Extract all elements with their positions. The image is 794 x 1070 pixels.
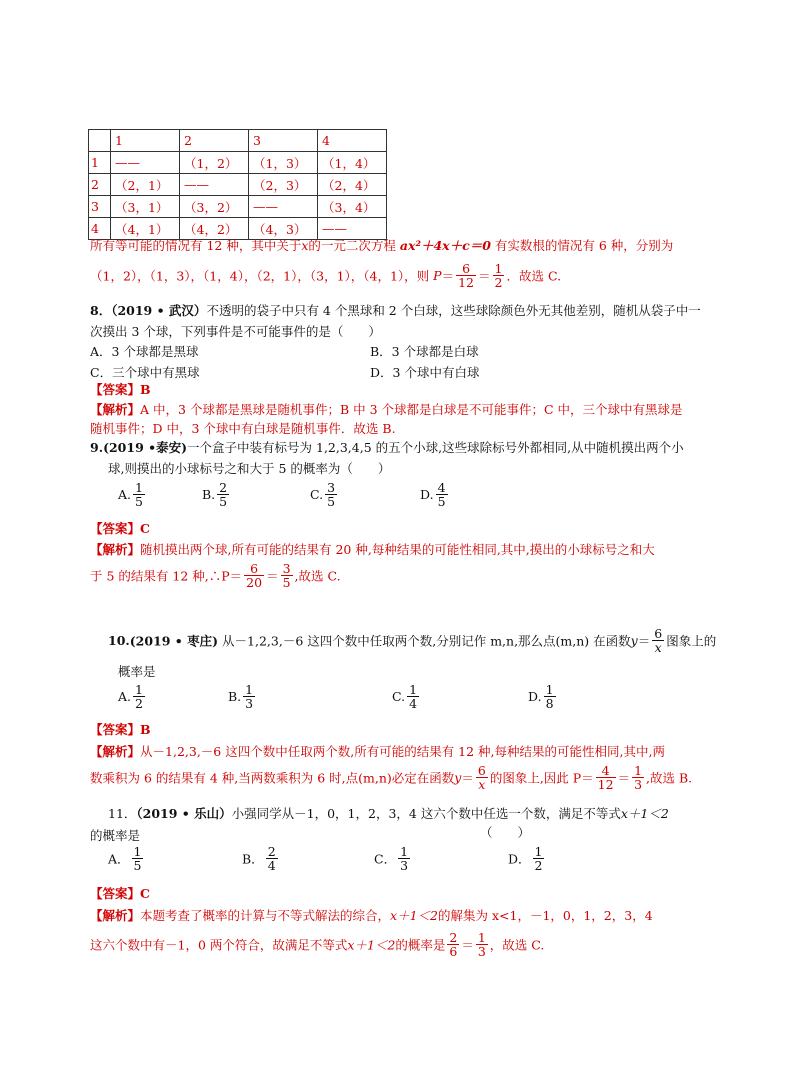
q10-answer: 【答案】B	[90, 722, 151, 737]
denominator: 3	[477, 944, 486, 960]
fraction	[493, 262, 505, 289]
label: B.	[202, 487, 216, 503]
text: 有实数根的情况有 6 种，分别为	[494, 238, 674, 253]
label: B．	[242, 851, 264, 867]
denominator: 2	[135, 696, 143, 712]
q8-option-d: D．3 个球中有白球	[370, 365, 480, 380]
fraction	[596, 764, 616, 791]
numerator: 1	[400, 844, 409, 859]
fraction	[407, 683, 419, 710]
table-cell: （2，3）	[249, 174, 318, 196]
label: A.	[118, 487, 132, 503]
table-cell: 3	[249, 130, 318, 152]
text: 的解集为 x<1，－1，0，1，2，3，4	[438, 908, 653, 923]
text: 所有等可能的情况有 12 种，其中关于	[90, 238, 302, 253]
text: ＝	[478, 268, 491, 284]
table-cell: 2	[180, 130, 249, 152]
numerator: 1	[133, 844, 142, 859]
table-cell: （2，4）	[318, 174, 387, 196]
numerator: 1	[135, 480, 143, 495]
text: （1，2），（1，3），（1，4），（2，1），（3，1），（4，1），则	[90, 268, 430, 284]
fraction	[398, 845, 410, 872]
fraction	[544, 683, 556, 710]
question-number: 11．	[108, 806, 137, 821]
text: 一个盒子中装有标号为 1,2,3,4,5 的五个小球,这些球除标号外都相同,从中随机摸出两个小	[187, 440, 684, 455]
label: A．	[108, 851, 130, 867]
text: 小强同学从－1，0，1，2，3，4 这六个数中任选一个数，满足不等式	[231, 806, 621, 821]
question-source: （2019 • 武汉）	[111, 303, 207, 318]
text: 的概率是	[395, 937, 446, 953]
text: ,故选 B.	[646, 770, 693, 786]
numerator: 1	[494, 261, 503, 276]
q9-stem-line1	[90, 438, 684, 456]
denominator: 5	[327, 494, 336, 510]
numerator: 3	[327, 480, 336, 495]
table-row	[89, 174, 387, 196]
fraction	[652, 627, 664, 654]
question-number: 8．	[90, 303, 112, 318]
denominator: 3	[400, 858, 409, 874]
q11-option-d	[508, 845, 546, 872]
inequality: x＋1＜2	[347, 937, 396, 953]
text: ＝	[637, 633, 651, 649]
q10-stem-line1	[108, 627, 716, 654]
text: 随机摸出两个球,所有可能的结果有 20 种,每种结果的可能性相同,其中,摸出的小球标号之和大	[140, 542, 655, 557]
table-cell: （1，2）	[180, 152, 249, 174]
fraction	[266, 845, 278, 872]
text: A 中，3 个球都是黑球是随机事件；B 中 3 个球都是白球是不可能事件；C 中，三个球中有黑球是	[140, 402, 683, 417]
denominator: 5	[219, 494, 228, 510]
q11-stem-line2: 的概率是	[90, 828, 141, 843]
fraction	[476, 931, 488, 958]
fraction	[244, 562, 264, 589]
numerator: 6	[244, 562, 264, 576]
var-x: x	[301, 238, 309, 253]
label: B.	[228, 689, 242, 705]
q7-analysis-line1	[90, 236, 673, 254]
table-cell: 4	[318, 130, 387, 152]
text: ,故选 C.	[294, 568, 341, 584]
numerator: 1	[545, 682, 554, 697]
fraction	[436, 481, 448, 508]
table-cell: 1	[111, 130, 180, 152]
text: 的一元二次方程	[308, 238, 396, 253]
var-y: y	[454, 770, 462, 786]
label: D.	[528, 689, 542, 705]
numerator: 1	[534, 844, 543, 859]
fraction	[132, 845, 144, 872]
q9-stem-line2: 球,则摸出的小球标号之和大于 5 的概率为（ ）	[108, 461, 391, 476]
table-cell: （4，2）	[180, 218, 249, 240]
q8-answer: 【答案】B	[90, 382, 151, 397]
inequality: x＋1＜2	[620, 806, 669, 821]
q10-option-b	[228, 683, 257, 710]
table-cell: 1	[89, 152, 111, 174]
text: ＝	[441, 268, 455, 284]
denominator	[652, 641, 664, 654]
text: 本题考查了概率的计算与不等式解法的综合，	[140, 908, 391, 923]
label: A.	[118, 689, 132, 705]
numerator: 1	[135, 682, 143, 697]
q10-analysis-line1	[90, 742, 665, 760]
denominator: 5	[437, 494, 446, 510]
numerator: 3	[282, 561, 291, 576]
text: 于 5 的结果有 12 种,∴P＝	[90, 568, 243, 584]
fraction	[217, 481, 229, 508]
table-cell: （4，1）	[111, 218, 180, 240]
table-cell	[89, 130, 111, 152]
label: C．	[374, 851, 397, 867]
table-cell: 2	[89, 174, 111, 196]
denominator: 3	[634, 777, 643, 793]
numerator: 1	[409, 682, 418, 697]
q8-option-c: C．三个球中有黑球	[90, 365, 200, 380]
question-number: 9.	[90, 440, 104, 455]
table-cell: ——	[249, 196, 318, 218]
text: 从－1,2,3,－6 这四个数中任取两个数,所有可能的结果有 12 种,每种结果的可能性相同,其中,两	[140, 744, 665, 759]
numerator: 1	[634, 763, 643, 778]
table-cell: 3	[89, 196, 111, 218]
denominator: 6	[449, 944, 458, 960]
q9-answer: 【答案】C	[90, 521, 150, 536]
table-cell: （3，2）	[180, 196, 249, 218]
fraction	[533, 845, 545, 872]
fraction	[133, 481, 145, 508]
q10-option-c	[392, 683, 421, 710]
analysis-label: 【解析】	[90, 744, 141, 759]
q10-option-d	[528, 683, 558, 710]
q11-option-b	[242, 845, 280, 872]
q8-analysis-line2: 随机事件；D 中，3 个球中有白球是随机事件．故选 B.	[90, 421, 396, 436]
q11-option-c	[374, 845, 412, 872]
var-p: P	[433, 268, 442, 284]
text: ＝	[617, 770, 631, 786]
fraction	[243, 683, 255, 710]
inequality: x＋1＜2	[390, 908, 438, 923]
q9-option-c	[310, 481, 339, 508]
denominator: 5	[135, 494, 143, 510]
question-number: 10.	[108, 633, 130, 649]
text: 不透明的袋子中只有 4 个黑球和 2 个白球，这些球除颜色外无其他差别，随机从袋子中一	[206, 303, 701, 318]
q8-analysis-line1	[90, 400, 683, 418]
q11-answer: 【答案】C	[90, 886, 150, 901]
table-cell: （3，1）	[111, 196, 180, 218]
table-cell: （1，4）	[318, 152, 387, 174]
denominator: 5	[282, 575, 291, 591]
denominator: 20	[246, 575, 263, 591]
equation: ax²＋4x＋c＝0	[399, 238, 491, 253]
var-x: x	[654, 640, 662, 656]
denominator: 2	[494, 275, 503, 291]
fraction	[281, 562, 293, 589]
fraction	[325, 481, 337, 508]
question-source: (2019 • 枣庄)	[129, 633, 219, 649]
numerator: 4	[596, 764, 616, 778]
numerator: 2	[219, 480, 228, 495]
table-header-row	[89, 130, 387, 152]
denominator: 8	[545, 696, 554, 712]
q11-answer-paren: （ ）	[480, 825, 531, 840]
numerator: 2	[449, 930, 458, 945]
table-cell: ——	[180, 174, 249, 196]
numerator: 6	[654, 626, 663, 641]
q9-analysis-line1	[90, 540, 655, 558]
text: ，故选 C.	[489, 937, 545, 953]
q9-analysis-line2	[90, 562, 341, 589]
denominator: 3	[245, 696, 254, 712]
numerator: 6	[477, 763, 486, 778]
numerator: 4	[437, 480, 446, 495]
table-row	[89, 152, 387, 174]
outcome-table	[88, 129, 387, 240]
q8-stem-line1	[90, 301, 701, 319]
label: C.	[310, 487, 324, 503]
numerator: 2	[267, 844, 276, 859]
question-source: (2019 •泰安)	[103, 440, 188, 455]
fraction	[476, 764, 488, 791]
fraction	[447, 931, 459, 958]
question-source: （2019 • 乐山）	[136, 806, 232, 821]
numerator: 1	[477, 930, 486, 945]
table-cell: （2，1）	[111, 174, 180, 196]
text: 从－1,2,3,－6 这四个数中任取两个数,分别记作 m,n,那么点(m,n) 在函数	[222, 633, 631, 649]
var-y: y	[630, 633, 638, 649]
denominator: 12	[458, 275, 475, 291]
var-x: x	[478, 777, 486, 793]
text: ＝	[266, 568, 279, 584]
text: 这六个数中有－1，0 两个符合，故满足不等式	[90, 937, 348, 953]
numerator: 1	[245, 682, 254, 697]
q11-analysis-line1	[90, 906, 653, 924]
table-cell: ——	[111, 152, 180, 174]
fraction	[133, 683, 145, 710]
q10-option-a	[118, 683, 147, 710]
table-cell: ——	[318, 218, 387, 240]
fraction	[632, 764, 644, 791]
q8-option-b: B．3 个球都是白球	[370, 344, 479, 359]
denominator: 12	[597, 777, 614, 793]
q11-option-a	[108, 845, 145, 872]
denominator	[476, 778, 488, 791]
text: ．故选 C.	[506, 268, 562, 284]
q10-analysis-line2	[90, 764, 692, 791]
analysis-label: 【解析】	[90, 908, 141, 923]
text: 图象上的	[666, 633, 717, 649]
q10-stem-line2: 概率是	[118, 664, 156, 679]
table-row	[89, 196, 387, 218]
analysis-label: 【解析】	[90, 402, 141, 417]
table-cell: 4	[89, 218, 111, 240]
q7-analysis-line2	[90, 262, 561, 289]
numerator: 6	[456, 262, 476, 276]
text: ＝	[461, 770, 474, 786]
q8-option-a: A．3 个球都是黑球	[90, 344, 199, 359]
text: 的图象上,因此 P＝	[489, 770, 594, 786]
fraction	[456, 262, 476, 289]
text: 数乘积为 6 的结果有 4 种,当两数乘积为 6 时,点(m,n)必定在函数	[90, 770, 455, 786]
analysis-label: 【解析】	[90, 542, 141, 557]
q9-option-a	[118, 481, 147, 508]
q8-stem-line2: 次摸出 3 个球，下列事件是不可能事件的是（ ）	[90, 324, 381, 339]
denominator: 2	[534, 858, 543, 874]
denominator: 4	[267, 858, 276, 874]
table-cell: （3，4）	[318, 196, 387, 218]
table-cell: （4，3）	[249, 218, 318, 240]
q9-option-b	[202, 481, 231, 508]
q9-option-d	[420, 481, 450, 508]
denominator: 5	[133, 858, 142, 874]
label: D.	[420, 487, 434, 503]
q11-stem-line1	[108, 804, 669, 822]
text: ＝	[461, 937, 474, 953]
table-cell: （1，3）	[249, 152, 318, 174]
q11-analysis-line2	[90, 931, 544, 958]
label: D．	[508, 851, 531, 867]
label: C.	[392, 689, 406, 705]
denominator: 4	[409, 696, 418, 712]
